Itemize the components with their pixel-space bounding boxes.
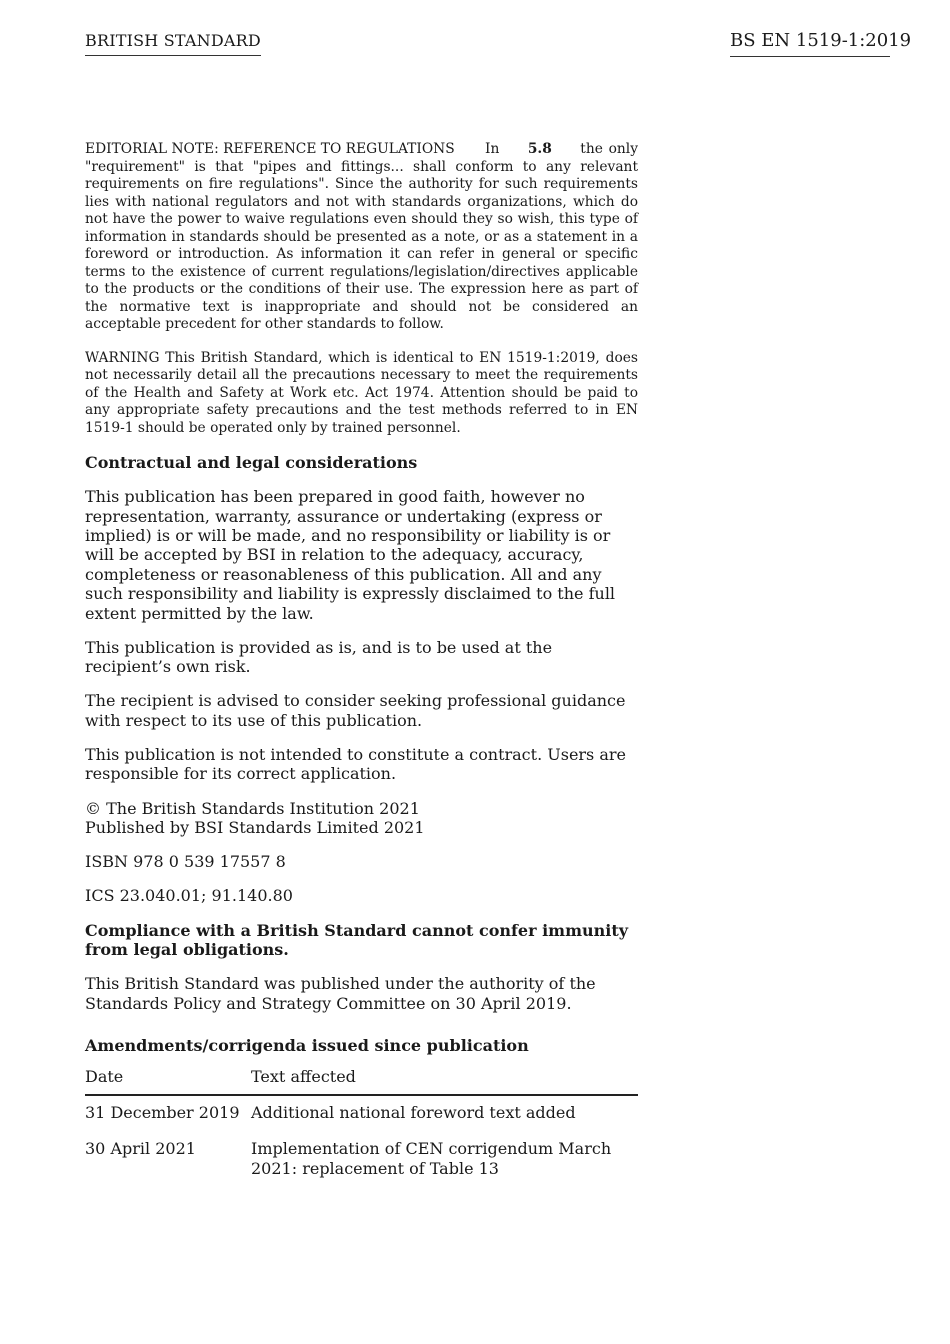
warning-paragraph: WARNING This British Standard, which is identical to EN 1519-1:2019, does not necessarily detail all the precautions necessary to meet the requirements of the Health and Safety at Work etc. Act 1974. Attention should be paid to any appropriate safety precautions and the test methods referred to in EN 1519-1 should be operated only by trained personnel.: [85, 349, 638, 436]
amendment-text: Additional national foreword text added: [251, 1102, 576, 1122]
page-content: [85, 141, 638, 1188]
contractual-paragraph-2-line-2: recipient’s own risk.: [85, 657, 251, 677]
amendments-table: [85, 1064, 638, 1189]
copyright-block: [85, 799, 638, 838]
amendment-date: 31 December 2019: [85, 1102, 240, 1122]
amendment-date: 30 April 2021: [85, 1139, 196, 1159]
publisher-line: Published by BSI Standards Limited 2021: [85, 818, 425, 838]
amendments-heading: Amendments/corrigenda issued since publication: [85, 1036, 529, 1056]
table-row: [85, 1132, 638, 1188]
table-row: [85, 1095, 638, 1132]
ics: ICS 23.040.01; 91.140.80: [85, 886, 293, 906]
editorial-note: [85, 141, 638, 334]
header-standard-number: BS EN 1519-1:2019: [730, 30, 890, 57]
amendment-text: Implementation of CEN corrigendum March 2021: replacement of Table 13: [251, 1139, 612, 1178]
contractual-paragraph-2: [85, 638, 638, 677]
editorial-note-heading: EDITORIAL NOTE: REFERENCE TO REGULATIONS: [85, 141, 455, 157]
header-left: BRITISH STANDARD: [85, 31, 261, 56]
contractual-paragraph-3: The recipient is advised to consider seeking professional guidance with respect to its use of this publication.: [85, 691, 626, 730]
copyright-line: © The British Standards Institution 2021: [85, 798, 420, 818]
authority-line-2: Standards Policy and Strategy Committee on 30 April 2019.: [85, 993, 572, 1013]
authority-statement: [85, 974, 638, 1013]
editorial-note-text: the only "requirement" is that "pipes and fittings... shall conform to any relevant requirements on fire regulations". Since the authority for such requirements lies with national regulators and not with standards organizations, which do not have the power to waive regulations even should they so wish, this type of information in standards should be presented as a note, or as a statement in a foreword or introduction. As information it can refer in general or specific terms to the existence of current regulations/legislation/directives applicable to the products or the conditions of their use. The expression here as part of the normative text is inappropriate and should not be considered an acceptable precedent for other standards to follow.: [85, 141, 638, 332]
contractual-paragraph-1: This publication has been prepared in good faith, however no representation, warranty, assurance or undertaking (express or implied) is or will be made, and no responsibility or liability is or will be accepted by BSI in relation to the adequacy, accuracy, completeness or reasonableness of this publication. All and any such responsibility and liability is expressly disclaimed to the full extent permitted by the law.: [85, 487, 616, 623]
compliance-heading: Compliance with a British Standard cannot confer immunity from legal obligations.: [85, 920, 629, 960]
contractual-paragraph-2-line-1: This publication is provided as is, and is to be used at the: [85, 637, 553, 657]
contractual-paragraph-4: This publication is not intended to constitute a contract. Users are responsible for its correct application.: [85, 745, 627, 784]
editorial-note-intro: In: [485, 141, 500, 157]
editorial-note-clause: 5.8: [527, 141, 552, 157]
amendments-table-header-row: [85, 1064, 638, 1095]
authority-line-1: This British Standard was published under the authority of the: [85, 974, 596, 994]
column-header-date: Date: [85, 1064, 251, 1095]
contractual-heading: Contractual and legal considerations: [85, 453, 418, 472]
isbn: ISBN 978 0 539 17557 8: [85, 852, 286, 872]
column-header-text-affected: Text affected: [251, 1064, 638, 1095]
